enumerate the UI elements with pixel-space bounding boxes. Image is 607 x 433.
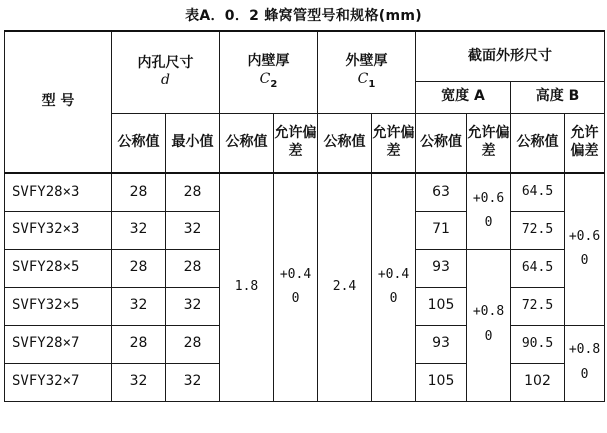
b-tolerance-2-upper: +0.8 bbox=[568, 342, 601, 358]
c2-tolerance-upper: +0.4 bbox=[279, 266, 312, 282]
c2-tolerance-lower: 0 bbox=[291, 291, 300, 307]
header-outer-wall-symbol: C bbox=[357, 70, 369, 87]
a-tolerance-2-lower: 0 bbox=[484, 329, 493, 344]
header-b-tolerance: 允许偏差 bbox=[565, 113, 605, 173]
a-tolerance-2-upper: +0.8 bbox=[472, 304, 505, 320]
a-tolerance-group-1 bbox=[467, 173, 511, 249]
header-inner-hole-symbol: d bbox=[161, 72, 170, 89]
row-a-nominal: 71 bbox=[416, 211, 467, 249]
row-d-min: 28 bbox=[166, 249, 220, 287]
b-tolerance-1-lower: 0 bbox=[580, 253, 589, 269]
row-a-nominal: 105 bbox=[416, 363, 467, 401]
row-model: SVFY28×5 bbox=[5, 249, 112, 287]
header-a-nominal: 公称值 bbox=[416, 113, 467, 173]
b-tolerance-group-2 bbox=[565, 325, 605, 401]
row-a-nominal: 93 bbox=[416, 249, 467, 287]
row-d-min: 32 bbox=[166, 363, 220, 401]
header-c2-tolerance: 允许偏差 bbox=[274, 113, 318, 173]
b-tolerance-group-1 bbox=[565, 173, 605, 325]
header-c2-nominal: 公称值 bbox=[220, 113, 274, 173]
row-model: SVFY28×7 bbox=[5, 325, 112, 363]
row-d-nominal: 32 bbox=[112, 211, 166, 249]
header-outer-wall bbox=[318, 31, 416, 113]
b-tolerance-1-upper: +0.6 bbox=[568, 228, 601, 244]
row-a-nominal: 63 bbox=[416, 173, 467, 211]
row-b-nominal: 90.5 bbox=[511, 325, 565, 363]
c1-tolerance-lower: 0 bbox=[389, 291, 398, 307]
a-tolerance-1-lower: 0 bbox=[484, 215, 493, 231]
row-d-min: 32 bbox=[166, 211, 220, 249]
table-row bbox=[5, 173, 605, 211]
row-d-nominal: 28 bbox=[112, 173, 166, 211]
header-width: 宽度 A bbox=[416, 81, 511, 113]
row-d-nominal: 28 bbox=[112, 249, 166, 287]
header-model: 型 号 bbox=[5, 31, 112, 173]
header-inner-wall-symbol: C bbox=[259, 70, 271, 87]
header-d-min: 最小值 bbox=[166, 113, 220, 173]
header-section: 截面外形尺寸 bbox=[416, 31, 605, 81]
row-b-nominal: 64.5 bbox=[511, 173, 565, 211]
header-outer-wall-label: 外壁厚 bbox=[345, 53, 388, 70]
header-inner-wall-label: 内壁厚 bbox=[247, 53, 290, 70]
b-tolerance-2-lower: 0 bbox=[580, 367, 589, 382]
row-d-min: 32 bbox=[166, 287, 220, 325]
header-height: 高度 B bbox=[511, 81, 605, 113]
row-d-min: 28 bbox=[166, 173, 220, 211]
row-a-nominal: 105 bbox=[416, 287, 467, 325]
header-inner-hole bbox=[112, 31, 220, 113]
row-d-nominal: 28 bbox=[112, 325, 166, 363]
row-b-nominal: 72.5 bbox=[511, 287, 565, 325]
row-model: SVFY32×5 bbox=[5, 287, 112, 325]
row-d-nominal: 32 bbox=[112, 363, 166, 401]
spec-table bbox=[4, 30, 605, 402]
c1-nominal-merged: 2.4 bbox=[318, 173, 372, 401]
a-tolerance-group-2 bbox=[467, 249, 511, 401]
header-inner-wall-subscript: 2 bbox=[270, 78, 278, 90]
header-b-nominal: 公称值 bbox=[511, 113, 565, 173]
c2-nominal-merged: 1.8 bbox=[220, 173, 274, 401]
table-caption: 表A．0．2 蜂窝管型号和规格(mm) bbox=[185, 8, 422, 24]
row-b-nominal: 64.5 bbox=[511, 249, 565, 287]
header-inner-wall bbox=[220, 31, 318, 113]
header-c1-nominal: 公称值 bbox=[318, 113, 372, 173]
header-c1-tolerance: 允许偏差 bbox=[372, 113, 416, 173]
row-model: SVFY32×7 bbox=[5, 363, 112, 401]
header-outer-wall-subscript: 1 bbox=[368, 78, 376, 90]
header-d-nominal: 公称值 bbox=[112, 113, 166, 173]
row-a-nominal: 93 bbox=[416, 325, 467, 363]
c1-tolerance-merged bbox=[372, 173, 416, 401]
row-b-nominal: 102 bbox=[511, 363, 565, 401]
row-b-nominal: 72.5 bbox=[511, 211, 565, 249]
row-model: SVFY32×3 bbox=[5, 211, 112, 249]
header-inner-hole-label: 内孔尺寸 bbox=[137, 54, 194, 71]
c2-tolerance-merged bbox=[274, 173, 318, 401]
header-a-tolerance: 允许偏差 bbox=[467, 113, 511, 173]
row-d-min: 28 bbox=[166, 325, 220, 363]
a-tolerance-1-upper: +0.6 bbox=[472, 190, 505, 206]
row-d-nominal: 32 bbox=[112, 287, 166, 325]
row-model: SVFY28×3 bbox=[5, 173, 112, 211]
c1-tolerance-upper: +0.4 bbox=[377, 266, 410, 282]
